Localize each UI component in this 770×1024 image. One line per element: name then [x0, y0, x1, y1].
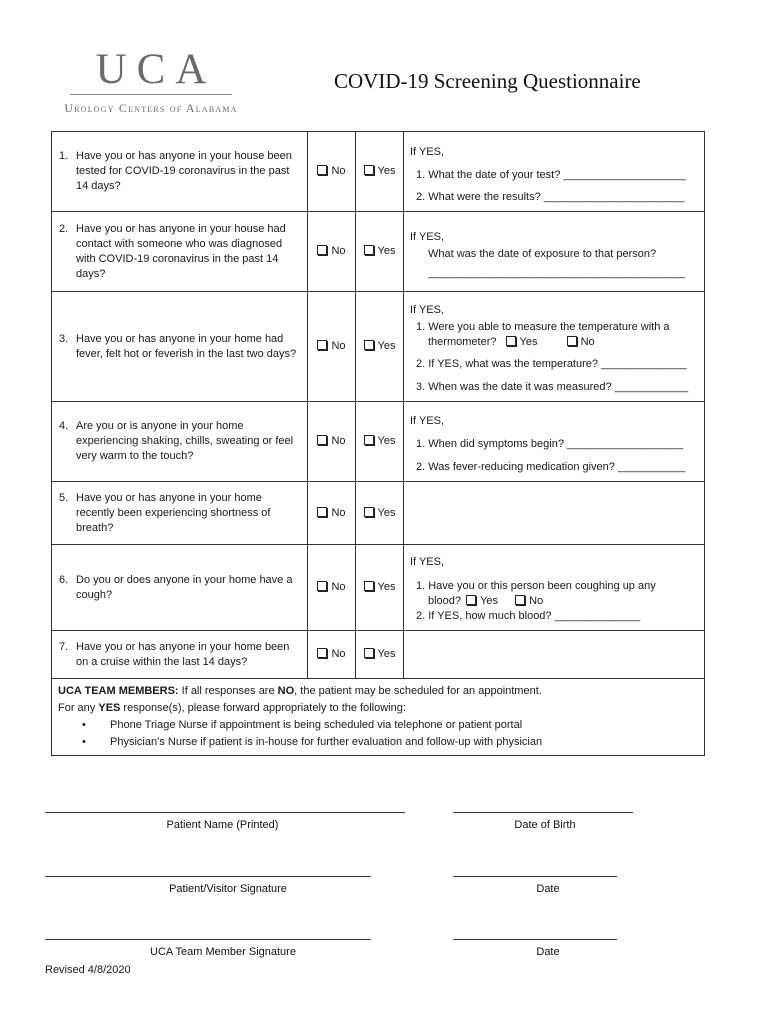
checkbox-icon[interactable]: [364, 435, 374, 445]
patient-signature-caption: Patient/Visitor Signature: [169, 883, 287, 895]
checkbox-icon[interactable]: [466, 595, 476, 605]
question-text: Have you or has anyone in your house had contact with someone who was diagnosed with COVID-19 coronavirus in the past 14 days?: [76, 222, 286, 280]
yes-option[interactable]: [356, 402, 404, 482]
followup-heading: If YES,: [410, 145, 445, 158]
no-label: No: [331, 506, 346, 519]
question-text: Do you or does anyone in your home have a cough?: [76, 573, 293, 601]
no-option[interactable]: [308, 212, 356, 292]
question-row-2: [52, 212, 705, 292]
no-option[interactable]: [308, 132, 356, 212]
date-caption: Date: [536, 883, 560, 895]
followup-item: 2. If YES, how much blood? ______________: [416, 610, 641, 622]
yes-label: Yes: [377, 581, 396, 593]
question-cell: [52, 482, 308, 545]
followup-item: 1. Have you or this person been coughing up any: [416, 580, 656, 592]
followup-item: 2. What were the results? _______________________: [416, 190, 685, 203]
no-label: No: [331, 340, 346, 352]
dob-caption: Date of Birth: [514, 819, 576, 831]
question-number: 2.: [59, 222, 69, 235]
checkbox-icon[interactable]: [567, 336, 577, 346]
yes-label: Yes: [519, 335, 538, 348]
notes-row: [52, 679, 705, 756]
forward-note-text: response(s), please forward appropriately to the following:: [120, 702, 406, 714]
question-text: Have you or has anyone in your home recently been experiencing shortness of breath?: [76, 491, 271, 534]
question-cell: [52, 545, 308, 631]
signature-line[interactable]: [453, 876, 617, 877]
followup-cell: [404, 132, 705, 212]
checkbox-icon[interactable]: [317, 245, 327, 255]
question-cell: [52, 402, 308, 482]
question-row-4: [52, 402, 705, 482]
question-row-7: [52, 631, 705, 679]
page-title: COVID-19 Screening Questionnaire: [334, 69, 641, 93]
team-signature-caption: UCA Team Member Signature: [150, 946, 296, 958]
thermometer-no-option[interactable]: [567, 335, 595, 350]
thermometer-yes-option[interactable]: [506, 335, 538, 350]
yes-option[interactable]: [356, 292, 404, 402]
followup-heading: If YES,: [410, 231, 445, 243]
followup-inline-row: [410, 594, 698, 609]
question-number: 7.: [59, 640, 69, 653]
patient-name-caption: Patient Name (Printed): [166, 819, 279, 831]
screening-table: [51, 131, 705, 756]
bullet-text: Phone Triage Nurse if appointment is being scheduled via telephone or patient portal: [110, 719, 523, 731]
question-number: 4.: [59, 420, 69, 432]
question-text: Have you or has anyone in your home had fever, felt hot or feverish in the last two days?: [76, 332, 297, 360]
followup-heading: If YES,: [410, 415, 445, 427]
yes-option[interactable]: [356, 631, 404, 679]
followup-item: blood?: [428, 595, 462, 607]
no-label: No: [580, 335, 595, 348]
forward-note: [58, 700, 698, 717]
team-note-text: If all responses are: [178, 685, 278, 697]
followup-item: 1. What the date of your test? ____________________: [416, 168, 686, 181]
patient-date-field[interactable]: [453, 876, 617, 895]
revision-date: Revised 4/8/2020: [45, 964, 131, 976]
no-label: No: [331, 648, 346, 660]
forward-note-text: For any: [58, 702, 99, 714]
followup-cell: [404, 292, 705, 402]
checkbox-icon[interactable]: [317, 648, 327, 658]
checkbox-icon[interactable]: [364, 245, 374, 255]
yes-option[interactable]: [356, 545, 404, 631]
checkbox-icon[interactable]: [364, 648, 374, 658]
signature-line[interactable]: [453, 939, 617, 940]
team-date-field[interactable]: [453, 939, 617, 958]
followup-item: 3. When was the date it was measured? ____________: [416, 380, 689, 393]
question-row-5: [52, 482, 705, 545]
no-option[interactable]: [308, 545, 356, 631]
followup-heading: If YES,: [410, 556, 445, 568]
question-cell: [52, 631, 308, 679]
checkbox-icon[interactable]: [364, 165, 374, 175]
no-label: No: [331, 581, 346, 593]
followup-cell: [404, 402, 705, 482]
uca-logo: [48, 46, 254, 116]
signature-line[interactable]: [453, 812, 633, 813]
yes-option[interactable]: [356, 132, 404, 212]
no-option[interactable]: [308, 631, 356, 679]
question-number: 1.: [59, 150, 69, 162]
checkbox-icon[interactable]: [317, 165, 327, 175]
yes-label: Yes: [377, 648, 396, 660]
team-label: UCA TEAM MEMBERS:: [58, 685, 179, 697]
no-label: No: [331, 435, 346, 447]
no-label: No: [331, 245, 346, 257]
question-number: 3.: [59, 332, 69, 345]
notes-cell: [52, 679, 705, 756]
no-option[interactable]: [308, 482, 356, 545]
no-label: No: [331, 165, 346, 177]
question-number: 5.: [59, 491, 69, 504]
followup-item: What was the date of exposure to that person?: [428, 248, 657, 260]
date-caption: Date: [536, 946, 560, 958]
dob-field[interactable]: [453, 812, 633, 831]
checkbox-icon[interactable]: [317, 435, 327, 445]
yes-option[interactable]: [356, 482, 404, 545]
no-label: No: [529, 595, 544, 607]
question-text: Are you or is anyone in your home experiencing shaking, chills, sweating or feel very warm to the touch?: [76, 420, 294, 462]
checkbox-icon[interactable]: [317, 340, 327, 350]
followup-inline-row: [410, 335, 698, 350]
signature-line[interactable]: [45, 812, 405, 813]
signature-line[interactable]: [45, 876, 371, 877]
yes-label: Yes: [480, 595, 499, 607]
question-row-6: [52, 545, 705, 631]
no-option[interactable]: [308, 402, 356, 482]
blood-yes-option[interactable]: [466, 594, 498, 609]
bullet-icon: •: [82, 736, 86, 748]
logo-divider: [70, 94, 232, 95]
bullet-text: Physician’s Nurse if patient is in-house for further evaluation and follow-up with physician: [110, 736, 543, 748]
patient-name-field[interactable]: [45, 812, 405, 831]
yes-label: Yes: [377, 506, 396, 519]
question-text: Have you or has anyone in your home been on a cruise within the last 14 days?: [76, 640, 290, 668]
question-row-1: [52, 132, 705, 212]
question-cell: [52, 212, 308, 292]
forward-yes: YES: [98, 702, 121, 714]
team-signature-field[interactable]: [45, 939, 371, 958]
team-note: [58, 683, 698, 700]
followup-item: 1. When did symptoms begin? ___________________: [416, 438, 684, 450]
question-row-3: [52, 292, 705, 402]
checkbox-icon[interactable]: [515, 595, 525, 605]
checkbox-icon[interactable]: [364, 507, 374, 517]
team-no: NO: [277, 685, 295, 697]
followup-cell: [404, 631, 705, 679]
team-note-text: , the patient may be scheduled for an appointment.: [294, 685, 542, 697]
logo-mark: UCA: [95, 46, 217, 93]
question-cell: [52, 132, 308, 212]
bullet-item: [58, 717, 698, 734]
followup-item: 2. Was fever-reducing medication given? ___________: [416, 461, 686, 473]
no-option[interactable]: [308, 292, 356, 402]
followup-item: 1. Were you able to measure the temperature with a: [416, 320, 670, 333]
signature-line[interactable]: [45, 939, 371, 940]
checkbox-icon[interactable]: [317, 581, 327, 591]
question-text: Have you or has anyone in your house been tested for COVID-19 coronavirus in the past 14 days?: [76, 150, 292, 192]
followup-cell: [404, 212, 705, 292]
yes-label: Yes: [377, 435, 396, 447]
followup-item: thermometer?: [428, 335, 497, 348]
bullet-icon: •: [82, 719, 86, 731]
followup-heading: If YES,: [410, 303, 445, 316]
question-number: 6.: [59, 573, 69, 586]
yes-option[interactable]: [356, 212, 404, 292]
checkbox-icon[interactable]: [317, 507, 327, 517]
logo-subtitle: Urology Centers of Alabama: [64, 101, 238, 115]
question-cell: [52, 292, 308, 402]
followup-cell: [404, 545, 705, 631]
blood-no-option[interactable]: [515, 594, 543, 609]
checkbox-icon[interactable]: [506, 336, 516, 346]
checkbox-icon[interactable]: [364, 340, 374, 350]
patient-signature-field[interactable]: [45, 876, 371, 895]
checkbox-icon[interactable]: [364, 581, 374, 591]
yes-label: Yes: [377, 340, 396, 352]
followup-item: __________________________________________: [428, 267, 685, 279]
yes-label: Yes: [377, 245, 396, 257]
followup-item: 2. If YES, what was the temperature? ______________: [416, 357, 687, 370]
followup-cell: [404, 482, 705, 545]
bullet-item: [58, 734, 698, 751]
yes-label: Yes: [377, 165, 396, 177]
